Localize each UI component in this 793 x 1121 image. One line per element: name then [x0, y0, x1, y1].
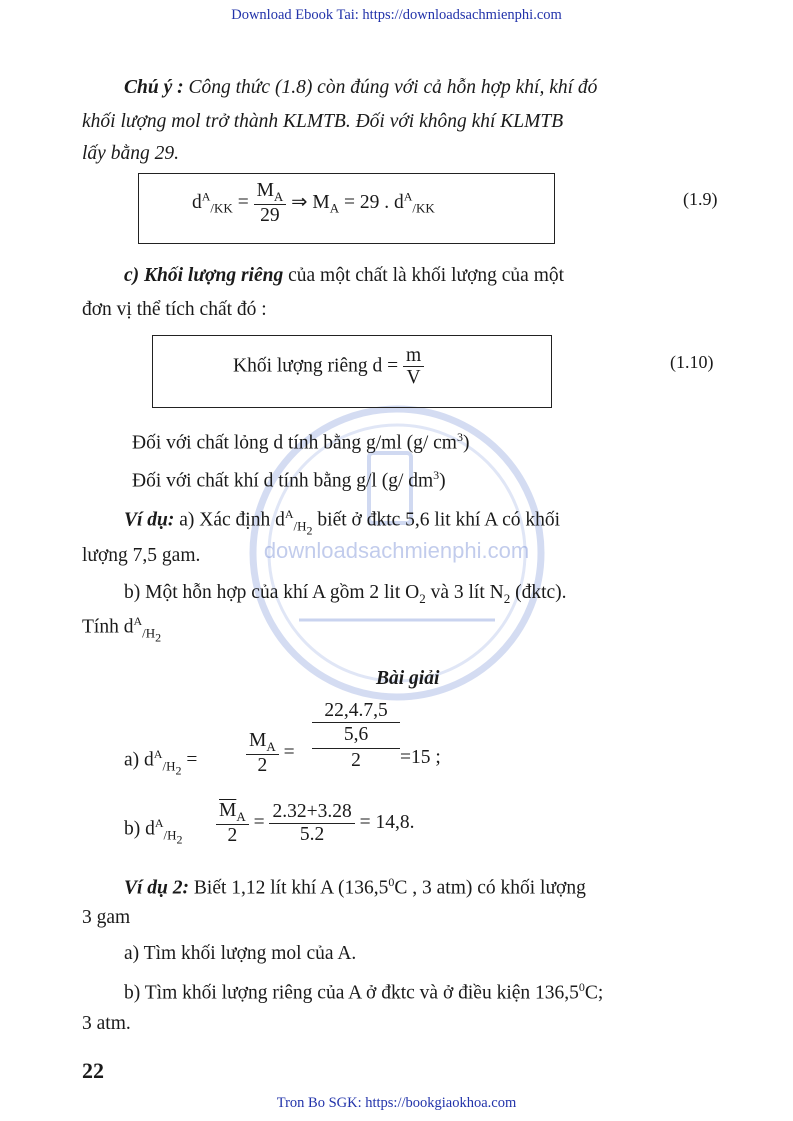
solution-b-fraction-1: $\frac{\overline{M}_A}{2}$ = $\frac{2.32+3.28}{5.2}$ = 14,8.: [216, 800, 414, 847]
solution-title: Bài giải: [376, 668, 440, 689]
example-1-line-b2: Tính $d^A_{/H2}$: [82, 614, 162, 645]
example-2-part-b-line-2: 3 atm.: [82, 1013, 131, 1034]
solution-a-fraction-1: $\frac{M_A}{2}$ =: [246, 730, 295, 777]
example-2-part-a: a) Tìm khối lượng mol của A.: [124, 943, 357, 964]
note-label: Chú ý :: [124, 77, 184, 98]
example-2-part-b: b) Tìm khối lượng riêng của A ở đktc và ở điều kiện 136,5$^0$C;: [124, 980, 604, 1004]
solution-b-lhs: b) $d^A_{/H2}$: [124, 816, 183, 847]
watermark-text: downloadsachmienphi.com: [263, 538, 530, 563]
solution-a-lhs: a) $d^A_{/H2}$ =: [124, 747, 198, 778]
page-footer: Tron Bo SGK: https://bookgiaokhoa.com: [276, 1095, 517, 1111]
example-2-line-1: Ví dụ 2: Biết 1,12 lít khí A (136,5$^0$C , 3 atm) có khối lượng: [124, 875, 586, 899]
example-1-line-a2: lượng 7,5 gam.: [82, 545, 201, 566]
example-1-label: Ví dụ:: [124, 509, 175, 531]
example-1-line-a: Ví dụ: a) Xác định $d^A_{/H2}$ biết ở đktc 5,6 lit khí A có khối: [124, 507, 561, 538]
fraction-m-v: $\frac{m}{V}$: [403, 345, 424, 389]
equation-1-9: $d^A_{/KK}$ = $\frac{M_A}{29}$ ⇒ $M_A = 29$ . $d^A_{/KK}$: [192, 180, 435, 227]
solution-a-fraction-2: 22,4.7,5 5,6 2: [312, 700, 400, 773]
page-header: Download Ebook Tai: https://downloadsachmienphi.com: [231, 7, 562, 23]
equation-number-1-10: (1.10): [670, 352, 714, 372]
liquid-density-line: Đối với chất lỏng d tính bằng g/ml (g/ $cm^3$): [132, 430, 470, 454]
solution-a-result: =15 ;: [400, 747, 441, 768]
para-c-label: c) Khối lượng riêng: [124, 265, 284, 286]
fraction-ma-29: $\frac{M_A}{29}$: [254, 180, 287, 227]
solution-b-fraction-2: $\frac{2.32+3.28}{5.2}$: [269, 801, 354, 845]
equation-number-1-9: (1.9): [683, 189, 718, 209]
note-line-3: lấy bằng 29.: [82, 143, 179, 164]
para-c-line-1: c) Khối lượng riêng của một chất là khối lượng của một: [124, 265, 565, 286]
example-2-line-2: 3 gam: [82, 907, 131, 928]
equation-1-10: Khối lượng riêng d = $\frac{m}{V}$: [233, 345, 424, 389]
example-2-label: Ví dụ 2:: [124, 877, 190, 899]
para-c-line-2: đơn vị thể tích chất đó :: [82, 299, 267, 320]
gas-density-line: Đối với chất khí d tính bằng g/l (g/ $dm^3$): [132, 468, 446, 492]
note-line-2: khối lượng mol trở thành KLMTB. Đối với không khí KLMTB: [82, 111, 564, 132]
example-1-line-b: b) Một hỗn hợp của khí A gồm 2 lit $O_2$ và 3 lít $N_2$ (đktc).: [124, 582, 567, 606]
page-number: 22: [82, 1058, 104, 1083]
note-line-1: Chú ý : Công thức (1.8) còn đúng với cả hỗn hợp khí, khí đó: [124, 77, 598, 98]
